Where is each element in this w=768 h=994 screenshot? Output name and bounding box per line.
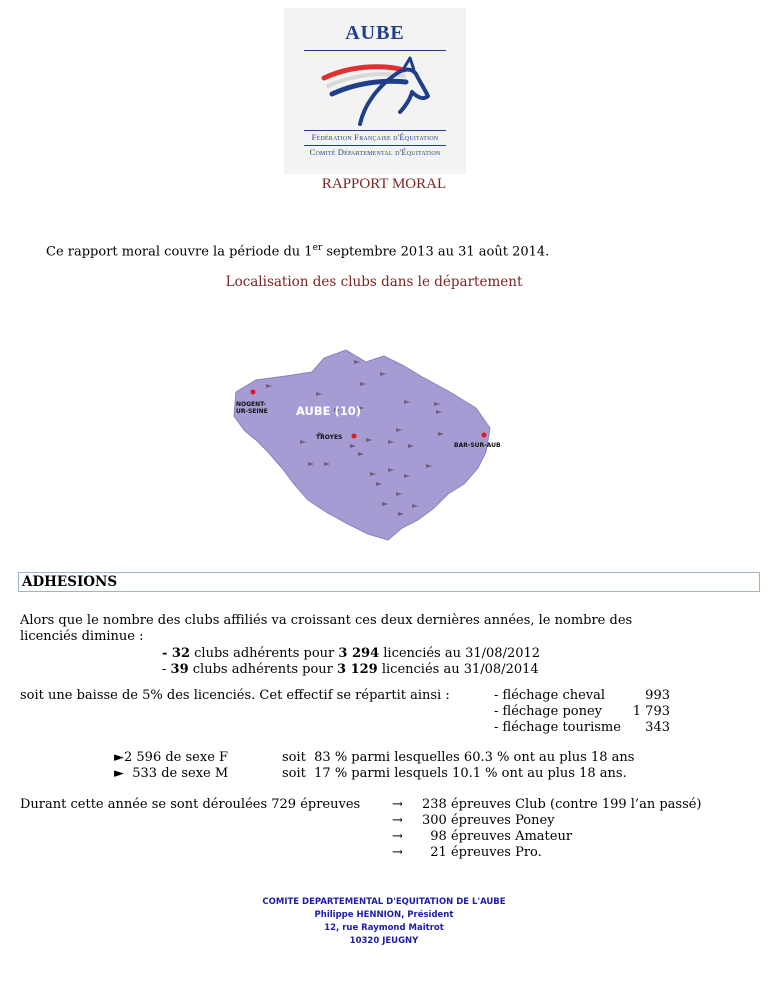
period-sup: er — [312, 243, 323, 253]
sex-label-f: ►2 596 de sexe F — [114, 750, 229, 765]
map-title: AUBE (10) — [296, 404, 362, 418]
stats-2014-clubs: 39 — [170, 662, 189, 677]
intro-line-1: Alors que le nombre des clubs affiliés va croissant ces deux dernières années, le nombre des — [20, 613, 633, 628]
events-intro: Durant cette année se sont déroulées 729 épreuves — [20, 797, 361, 812]
label-troyes: TROYES — [316, 434, 343, 441]
label-bar-sur-aube: BAR-SUR-AUB — [454, 442, 501, 449]
stats-2014-mid: clubs adhérents pour — [188, 662, 338, 677]
sex-detail-m: soit 17 % parmi lesquels 10.1 % ont au plus 18 ans. — [282, 766, 627, 781]
period-sentence — [46, 240, 549, 260]
logo-line1: Fédération Française d'Équitation — [311, 132, 439, 142]
stats-2012-clubs: 32 — [171, 646, 191, 661]
event-arrow-3: → — [392, 845, 403, 860]
stats-2012-licences: 3 294 — [338, 646, 380, 661]
city-dot-troyes — [352, 434, 357, 439]
decline-sentence: soit une baisse de 5% des licenciés. Cet effectif se répartit ainsi : — [20, 688, 450, 703]
report-title: RAPPORT MORAL — [321, 176, 447, 192]
federation-logo — [284, 8, 466, 174]
footer-line-1: COMITE DEPARTEMENTAL D'EQUITATION DE L'AUBE — [262, 897, 506, 907]
footer-line-4: 10320 JEUGNY — [349, 936, 419, 946]
event-text-2: 98 épreuves Amateur — [422, 829, 573, 844]
footer-line-2: Philippe HENNION, Président — [314, 910, 454, 920]
stats-2014-licences: 3 129 — [337, 662, 378, 677]
stats-2012 — [162, 646, 540, 662]
flechage-value-0: 993 — [645, 688, 670, 703]
label-nogent-1: NOGENT- — [236, 401, 266, 408]
flechage-value-2: 343 — [645, 720, 670, 735]
event-arrow-2: → — [392, 829, 403, 844]
horse-head-icon — [320, 56, 432, 128]
map-heading: Localisation des clubs dans le département — [225, 274, 523, 290]
flechage-label-1: - fléchage poney — [494, 704, 602, 719]
stats-2012-mid: clubs adhérents pour — [190, 646, 339, 661]
event-arrow-1: → — [392, 813, 403, 828]
aube-department-shape — [234, 350, 490, 540]
stats-2014-prefix: - — [162, 662, 171, 677]
label-nogent-2: UR-SEINE — [236, 408, 268, 415]
event-text-3: 21 épreuves Pro. — [422, 845, 542, 860]
stats-2014 — [162, 662, 539, 678]
sex-label-m: ► 533 de sexe M — [114, 766, 229, 781]
flechage-label-0: - fléchage cheval — [494, 688, 606, 703]
event-text-1: 300 épreuves Poney — [422, 813, 555, 828]
stats-2014-suffix: licenciés au 31/08/2014 — [377, 662, 539, 677]
period-after: septembre 2013 au 31 août 2014. — [322, 244, 550, 260]
flechage-value-1: 1 793 — [632, 704, 670, 719]
event-text-0: 238 épreuves Club (contre 199 l’an passé) — [422, 797, 702, 812]
stats-2012-suffix: licenciés au 31/08/2012 — [379, 646, 541, 661]
city-dot-nogent — [251, 390, 256, 395]
logo-sub-rule — [304, 145, 446, 146]
logo-top-rule — [304, 50, 446, 51]
period-before: Ce rapport moral couvre la période du 1 — [46, 244, 313, 260]
sex-detail-f: soit 83 % parmi lesquelles 60.3 % ont au plus 18 ans — [282, 750, 635, 765]
city-dot-bar — [482, 433, 487, 438]
logo-title: AUBE — [345, 22, 405, 44]
logo-line2: Comité Départemental d'Équitation — [309, 147, 441, 157]
intro-line-2: licenciés diminue : — [20, 629, 144, 644]
event-arrow-0: → — [392, 797, 403, 812]
stats-2012-prefix: - — [162, 646, 172, 661]
logo-mid-rule — [304, 130, 446, 131]
adhesions-heading: ADHESIONS — [18, 572, 760, 592]
footer-line-3: 12, rue Raymond Maitrot — [324, 923, 444, 933]
flechage-label-2: - fléchage tourisme — [494, 720, 621, 735]
